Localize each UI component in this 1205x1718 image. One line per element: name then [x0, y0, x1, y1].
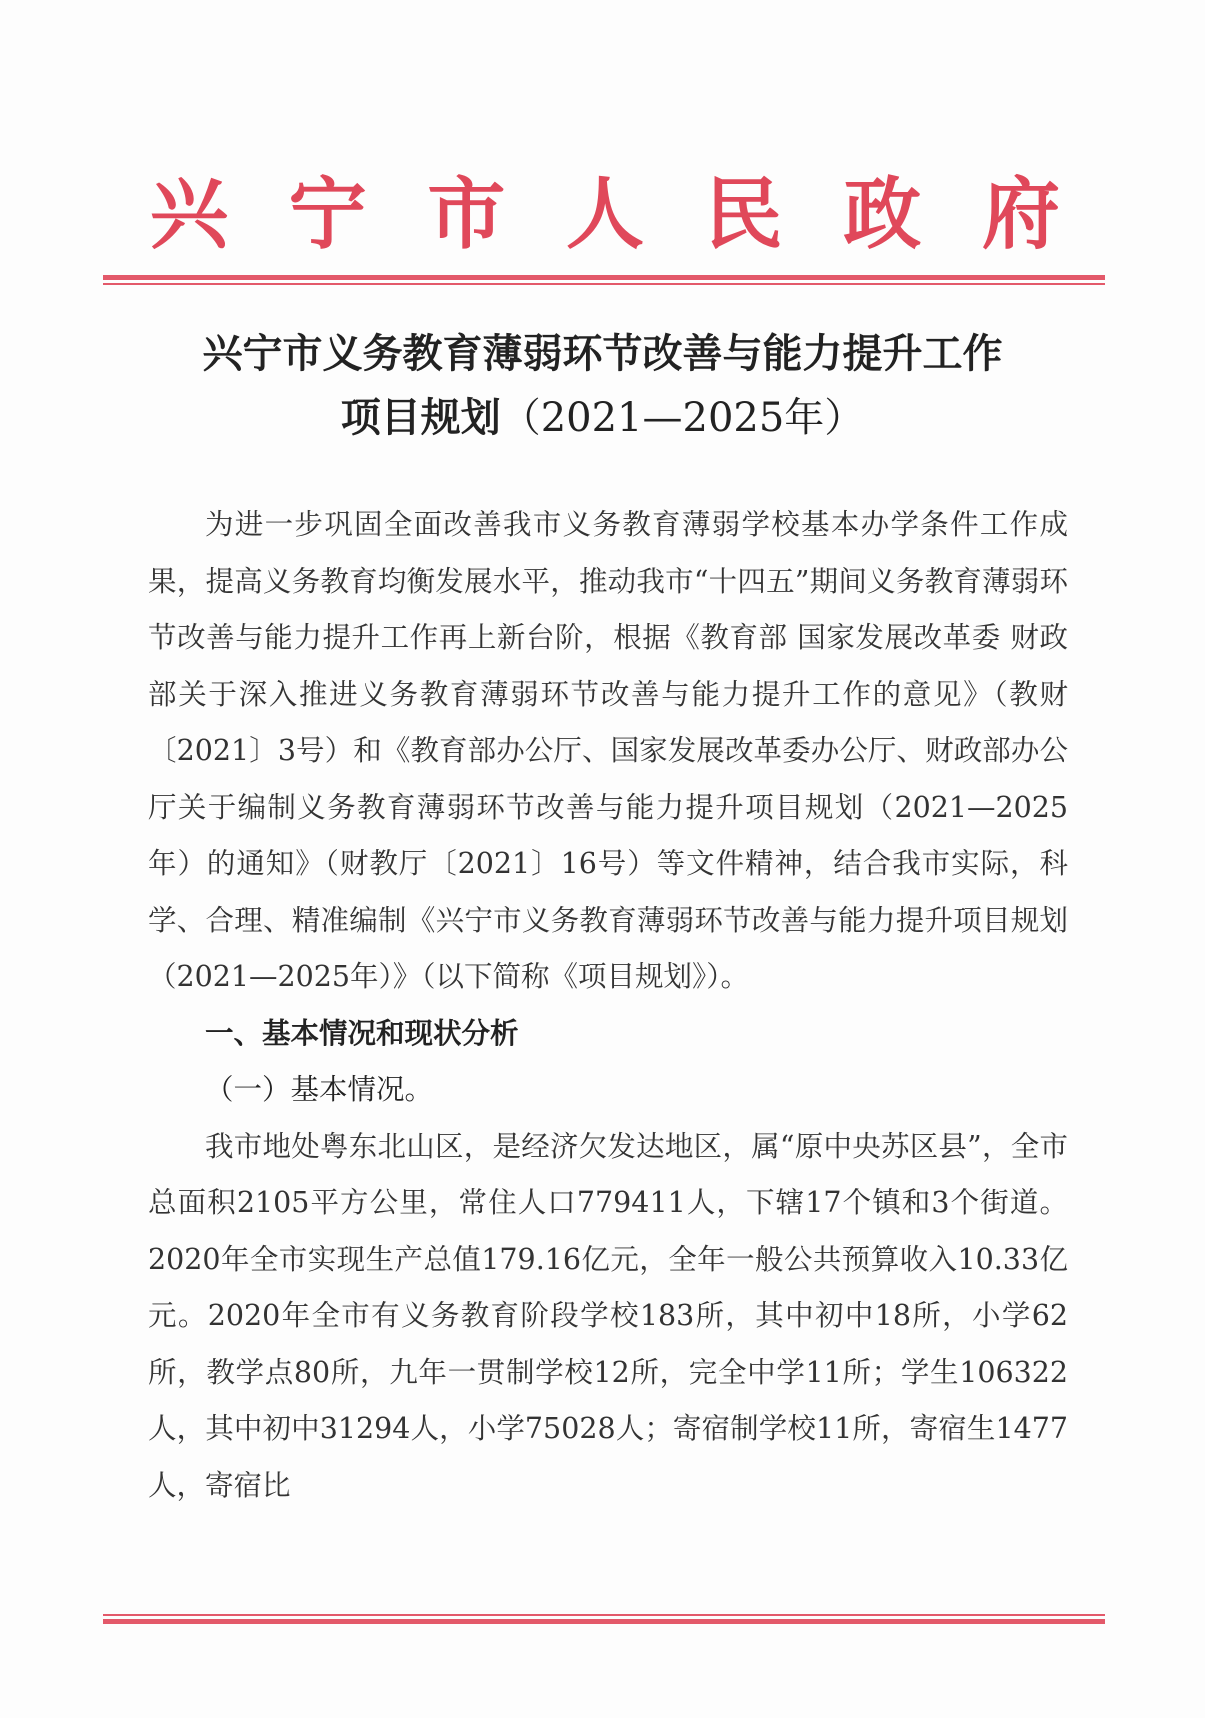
issuer-char: 政: [843, 169, 922, 260]
issuer-char: 府: [981, 169, 1060, 260]
header-divider: [103, 275, 1105, 285]
document-body: [148, 497, 1068, 1514]
issuer-char: 民: [704, 169, 783, 260]
title-line-2: [140, 386, 1065, 450]
issuer-char: 人: [565, 169, 644, 260]
document-title: [140, 322, 1065, 450]
title-year: （2021—2025年）: [500, 395, 865, 441]
issuer-char: 兴: [150, 169, 229, 260]
intro-paragraph: 为进一步巩固全面改善我市义务教育薄弱学校基本办学条件工作成果，提高义务教育均衡发展水平，推动我市“十四五”期间义务教育薄弱环节改善与能力提升工作再上新台阶，根据《教育部 国家发展改革委 财政部关于深入推进义务教育薄弱环节改善与能力提升工作的意见》（教财〔2021〕3号）和《教育部办公厅、国家发展改革委办公厅、财政部办公厅关于编制义务教育薄弱环节改善与能力提升项目规划（2021—2025年）的通知》（财教厅〔2021〕16号）等文件精神，结合我市实际，科学、合理、精准编制《兴宁市义务教育薄弱环节改善与能力提升项目规划（2021—2025年）》（以下简称《项目规划》）。: [148, 508, 1068, 993]
issuer-char: 宁: [288, 169, 367, 260]
issuer-header: [150, 160, 1060, 270]
basic-info-paragraph: 我市地处粤东北山区，是经济欠发达地区，属“原中央苏区县”，全市总面积2105平方公里，常住人口779411人，下辖17个镇和3个街道。2020年全市实现生产总值179.16亿元，全年一般公共预算收入10.33亿元。2020年全市有义务教育阶段学校183所，其中初中18所，小学62所，教学点80所，九年一贯制学校12所，完全中学11所；学生106322人，其中初中31294人，小学75028人；寄宿制学校11所，寄宿生1477人，寄宿比: [148, 1129, 1068, 1502]
issuer-char: 市: [427, 169, 506, 260]
section-heading: 一、基本情况和现状分析: [205, 1016, 519, 1050]
title-line-1: 兴宁市义务教育薄弱环节改善与能力提升工作: [202, 330, 1003, 377]
footer-divider: [103, 1614, 1105, 1624]
subsection-heading: （一）基本情况。: [205, 1073, 434, 1106]
title-line-2-main: 项目规划: [340, 394, 501, 441]
